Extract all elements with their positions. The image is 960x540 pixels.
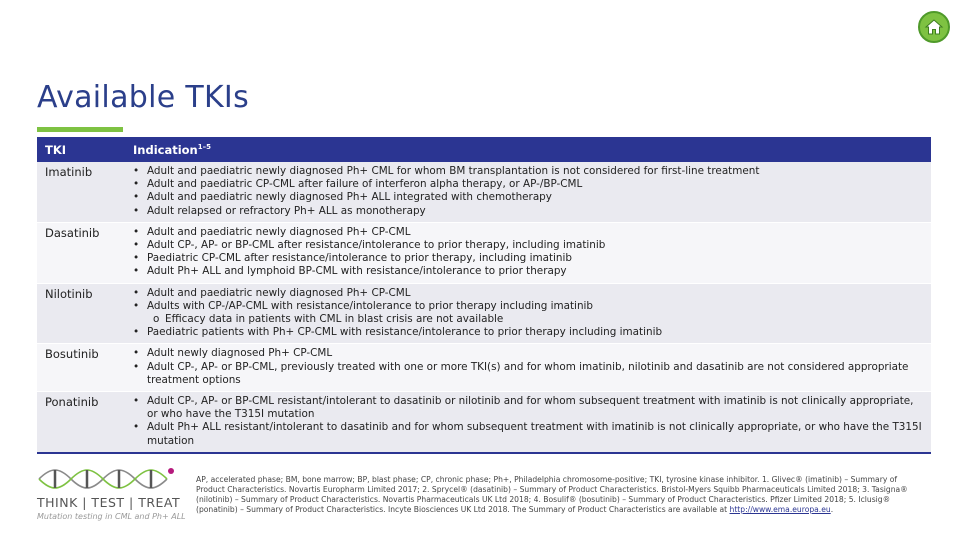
ema-link[interactable]: http://www.ema.europa.eu (729, 505, 831, 514)
list-item: • Adult and paediatric newly diagnosed Ph+ CP-CML (133, 287, 923, 300)
list-item: • Paediatric patients with Ph+ CP-CML with resistance/intolerance to prior therapy including imatinib (133, 326, 923, 339)
think-test-treat-logo (37, 465, 186, 525)
column-header-tki: TKI (37, 137, 125, 162)
list-item: • Adult CP-, AP- or BP-CML, previously treated with one or more TKI(s) and for whom imatinib, nilotinib and dasatinib are not considered appropriate treatment options (133, 361, 923, 387)
home-icon (924, 17, 944, 37)
home-button[interactable] (918, 11, 950, 43)
list-item: • Adult and paediatric newly diagnosed Ph+ CP-CML (133, 226, 923, 239)
list-item: • Adult CP-, AP- or BP-CML resistant/intolerant to dasatinib or nilotinib and for whom subsequent treatment with imatinib is not clinically appropriate, or who have the T315I mutation (133, 395, 923, 421)
table-row (37, 283, 931, 344)
list-item: • Adults with CP-/AP-CML with resistance/intolerance to prior therapy including imatinib (133, 300, 923, 313)
list-item: • Adult and paediatric newly diagnosed Ph+ CML for whom BM transplantation is not considered for first-line treatment (133, 165, 923, 178)
footnote-end: . (830, 505, 834, 514)
column-header-indication (125, 137, 931, 162)
footnote (196, 475, 921, 515)
table-row (37, 392, 931, 453)
drug-name: Imatinib (37, 162, 125, 222)
table-row (37, 222, 931, 283)
indication-cell (125, 162, 931, 222)
indication-cell (125, 283, 931, 344)
list-item: • Adult relapsed or refractory Ph+ ALL as monotherapy (133, 205, 923, 218)
indication-header-label: Indication (133, 142, 198, 157)
title-underline (37, 127, 123, 132)
drug-name: Bosutinib (37, 344, 125, 392)
indication-cell (125, 392, 931, 453)
list-item: • Adult Ph+ ALL resistant/intolerant to dasatinib and for whom subsequent treatment with imatinib is not clinically appropriate, or who have the T315I mutation (133, 421, 923, 447)
logo-brand-text: THINK | TEST | TREAT (37, 495, 181, 510)
list-item: • Adult newly diagnosed Ph+ CP-CML (133, 347, 923, 360)
indication-header-refs: 1–5 (197, 142, 211, 151)
list-item: • Adult and paediatric newly diagnosed Ph+ ALL integrated with chemotherapy (133, 191, 923, 204)
dna-helix-icon (37, 465, 177, 493)
drug-name: Dasatinib (37, 222, 125, 283)
drug-name: Nilotinib (37, 283, 125, 344)
indication-cell (125, 222, 931, 283)
tki-table (37, 137, 931, 454)
list-item: • Adult Ph+ ALL and lymphoid BP-CML with resistance/intolerance to prior therapy (133, 265, 923, 278)
page-title: Available TKIs (37, 80, 250, 115)
table-header-row (37, 137, 931, 162)
logo-tagline: Mutation testing in CML and Ph+ ALL (37, 512, 186, 521)
sub-list-item: o Efficacy data in patients with CML in blast crisis are not available (133, 313, 923, 326)
list-item: • Adult and paediatric CP-CML after failure of interferon alpha therapy, or AP-/BP-CML (133, 178, 923, 191)
indication-cell (125, 344, 931, 392)
drug-name: Ponatinib (37, 392, 125, 453)
list-item: • Paediatric CP-CML after resistance/intolerance to prior therapy, including imatinib (133, 252, 923, 265)
table-row (37, 344, 931, 392)
table-row (37, 162, 931, 222)
footnote-text: AP, accelerated phase; BM, bone marrow; BP, blast phase; CP, chronic phase; Ph+, Philadelphia chromosome-positive; TKI, tyrosine kinase inhibitor. 1. Glivec® (imatinib) – Summary of Product Characteristics. Novartis Europharm Limited 2017; 2. Sprycel® (dasatinib) – Summary of Product Characteristics. Bristol-Myers Squibb Pharmaceuticals Limited 2018; 3. Tasigna® (nilotinib) – Summary of Product Characteristics. Novartis Pharmaceuticals UK Ltd 2018; 4. Bosulif® (bosutinib) – Summary of Product Characteristics. Pfizer Limited 2018; 5. Iclusig® (ponatinib) – Summary of Product Characteristics. Incyte Biosciences UK Ltd 2018. The Summary of Product Characteristics are available at (196, 475, 908, 514)
list-item: • Adult CP-, AP- or BP-CML after resistance/intolerance to prior therapy, including imatinib (133, 239, 923, 252)
